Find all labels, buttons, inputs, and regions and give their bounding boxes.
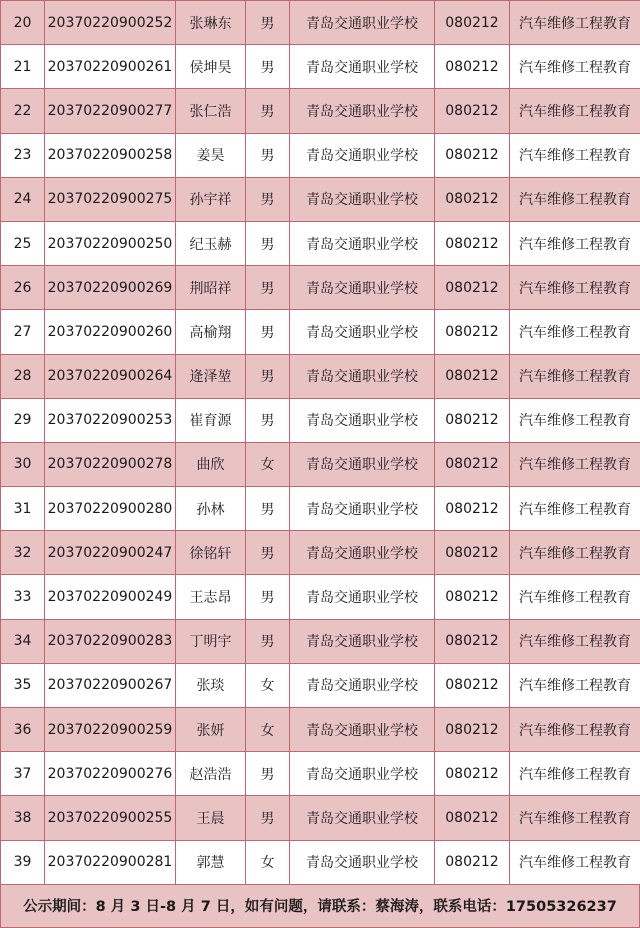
major-name-cell: 汽车维修工程教育 [510,398,640,442]
school-cell: 青岛交通职业学校 [290,133,435,177]
exam-id-cell: 20370220900249 [45,575,176,619]
table-row [1,133,640,177]
row-number-cell: 36 [1,708,45,752]
school-cell: 青岛交通职业学校 [290,89,435,133]
major-code-cell: 080212 [435,708,510,752]
table-row [1,398,640,442]
exam-id-cell: 20370220900269 [45,266,176,310]
school-cell: 青岛交通职业学校 [290,1,435,45]
exam-id-cell: 20370220900267 [45,663,176,707]
exam-id-cell: 20370220900247 [45,531,176,575]
exam-id-cell: 20370220900253 [45,398,176,442]
table-row [1,708,640,752]
exam-id-cell: 20370220900255 [45,796,176,840]
major-code-cell: 080212 [435,177,510,221]
school-cell: 青岛交通职业学校 [290,354,435,398]
school-cell: 青岛交通职业学校 [290,752,435,796]
major-code-cell: 080212 [435,310,510,354]
school-cell: 青岛交通职业学校 [290,398,435,442]
gender-cell: 男 [246,133,290,177]
gender-cell: 男 [246,354,290,398]
row-number-cell: 38 [1,796,45,840]
gender-cell: 女 [246,840,290,884]
name-cell: 纪玉赫 [176,221,246,265]
school-cell: 青岛交通职业学校 [290,45,435,89]
major-name-cell: 汽车维修工程教育 [510,177,640,221]
table-row [1,354,640,398]
exam-id-cell: 20370220900260 [45,310,176,354]
major-code-cell: 080212 [435,752,510,796]
name-cell: 张妍 [176,708,246,752]
major-name-cell: 汽车维修工程教育 [510,266,640,310]
name-cell: 崔育源 [176,398,246,442]
school-cell: 青岛交通职业学校 [290,177,435,221]
name-cell: 孙宇祥 [176,177,246,221]
major-code-cell: 080212 [435,133,510,177]
row-number-cell: 25 [1,221,45,265]
major-name-cell: 汽车维修工程教育 [510,487,640,531]
school-cell: 青岛交通职业学校 [290,663,435,707]
school-cell: 青岛交通职业学校 [290,310,435,354]
major-code-cell: 080212 [435,531,510,575]
table-row [1,796,640,840]
major-code-cell: 080212 [435,354,510,398]
school-cell: 青岛交通职业学校 [290,796,435,840]
gender-cell: 男 [246,398,290,442]
gender-cell: 男 [246,796,290,840]
major-name-cell: 汽车维修工程教育 [510,354,640,398]
row-number-cell: 28 [1,354,45,398]
major-code-cell: 080212 [435,266,510,310]
table-row [1,752,640,796]
name-cell: 孙林 [176,487,246,531]
school-cell: 青岛交通职业学校 [290,487,435,531]
exam-id-cell: 20370220900264 [45,354,176,398]
major-name-cell: 汽车维修工程教育 [510,221,640,265]
gender-cell: 男 [246,619,290,663]
gender-cell: 男 [246,45,290,89]
school-cell: 青岛交通职业学校 [290,266,435,310]
major-name-cell: 汽车维修工程教育 [510,619,640,663]
name-cell: 张仁浩 [176,89,246,133]
name-cell: 侯坤昊 [176,45,246,89]
gender-cell: 女 [246,663,290,707]
school-cell: 青岛交通职业学校 [290,619,435,663]
major-code-cell: 080212 [435,398,510,442]
row-number-cell: 30 [1,442,45,486]
major-name-cell: 汽车维修工程教育 [510,796,640,840]
major-name-cell: 汽车维修工程教育 [510,708,640,752]
major-code-cell: 080212 [435,45,510,89]
name-cell: 高榆翔 [176,310,246,354]
exam-id-cell: 20370220900283 [45,619,176,663]
major-name-cell: 汽车维修工程教育 [510,45,640,89]
major-code-cell: 080212 [435,663,510,707]
gender-cell: 男 [246,531,290,575]
gender-cell: 男 [246,575,290,619]
school-cell: 青岛交通职业学校 [290,575,435,619]
major-code-cell: 080212 [435,575,510,619]
major-name-cell: 汽车维修工程教育 [510,752,640,796]
notice-text: 公示期间：8 月 3 日-8 月 7 日，如有问题，请联系：蔡海涛，联系电话：17505326237 [23,895,617,916]
table-row [1,310,640,354]
row-number-cell: 20 [1,1,45,45]
row-number-cell: 26 [1,266,45,310]
exam-id-cell: 20370220900276 [45,752,176,796]
major-name-cell: 汽车维修工程教育 [510,310,640,354]
table-row [1,487,640,531]
major-code-cell: 080212 [435,89,510,133]
exam-id-cell: 20370220900278 [45,442,176,486]
exam-id-cell: 20370220900277 [45,89,176,133]
row-number-cell: 27 [1,310,45,354]
name-cell: 曲欣 [176,442,246,486]
table-row [1,266,640,310]
table-row [1,45,640,89]
row-number-cell: 37 [1,752,45,796]
table-row [1,177,640,221]
row-number-cell: 22 [1,89,45,133]
gender-cell: 男 [246,89,290,133]
exam-id-cell: 20370220900275 [45,177,176,221]
major-code-cell: 080212 [435,442,510,486]
major-name-cell: 汽车维修工程教育 [510,442,640,486]
name-cell: 郭慧 [176,840,246,884]
school-cell: 青岛交通职业学校 [290,442,435,486]
exam-id-cell: 20370220900259 [45,708,176,752]
exam-id-cell: 20370220900261 [45,45,176,89]
name-cell: 荆昭祥 [176,266,246,310]
row-number-cell: 29 [1,398,45,442]
table-row [1,619,640,663]
name-cell: 王志昂 [176,575,246,619]
table-row [1,663,640,707]
school-cell: 青岛交通职业学校 [290,531,435,575]
name-cell: 赵浩浩 [176,752,246,796]
school-cell: 青岛交通职业学校 [290,221,435,265]
major-code-cell: 080212 [435,619,510,663]
name-cell: 张琰 [176,663,246,707]
gender-cell: 男 [246,266,290,310]
school-cell: 青岛交通职业学校 [290,708,435,752]
name-cell: 丁明宇 [176,619,246,663]
gender-cell: 女 [246,442,290,486]
name-cell: 徐铭轩 [176,531,246,575]
notice-footer [0,885,640,928]
name-cell: 逄泽堃 [176,354,246,398]
gender-cell: 女 [246,708,290,752]
row-number-cell: 33 [1,575,45,619]
major-code-cell: 080212 [435,487,510,531]
gender-cell: 男 [246,752,290,796]
row-number-cell: 31 [1,487,45,531]
major-name-cell: 汽车维修工程教育 [510,840,640,884]
row-number-cell: 23 [1,133,45,177]
row-number-cell: 32 [1,531,45,575]
exam-id-cell: 20370220900258 [45,133,176,177]
name-cell: 张琳东 [176,1,246,45]
exam-id-cell: 20370220900252 [45,1,176,45]
exam-id-cell: 20370220900280 [45,487,176,531]
name-cell: 王晨 [176,796,246,840]
major-name-cell: 汽车维修工程教育 [510,663,640,707]
gender-cell: 男 [246,487,290,531]
roster-table-body [1,1,640,885]
major-name-cell: 汽车维修工程教育 [510,575,640,619]
gender-cell: 男 [246,177,290,221]
exam-id-cell: 20370220900281 [45,840,176,884]
table-row [1,1,640,45]
table-row [1,840,640,884]
row-number-cell: 39 [1,840,45,884]
major-name-cell: 汽车维修工程教育 [510,531,640,575]
name-cell: 姜昊 [176,133,246,177]
major-name-cell: 汽车维修工程教育 [510,133,640,177]
table-row [1,575,640,619]
gender-cell: 男 [246,310,290,354]
major-name-cell: 汽车维修工程教育 [510,1,640,45]
table-row [1,442,640,486]
gender-cell: 男 [246,221,290,265]
major-code-cell: 080212 [435,796,510,840]
exam-id-cell: 20370220900250 [45,221,176,265]
gender-cell: 男 [246,1,290,45]
table-row [1,531,640,575]
row-number-cell: 21 [1,45,45,89]
row-number-cell: 34 [1,619,45,663]
row-number-cell: 35 [1,663,45,707]
major-code-cell: 080212 [435,840,510,884]
major-code-cell: 080212 [435,1,510,45]
major-code-cell: 080212 [435,221,510,265]
row-number-cell: 24 [1,177,45,221]
table-row [1,89,640,133]
major-name-cell: 汽车维修工程教育 [510,89,640,133]
school-cell: 青岛交通职业学校 [290,840,435,884]
table-row [1,221,640,265]
